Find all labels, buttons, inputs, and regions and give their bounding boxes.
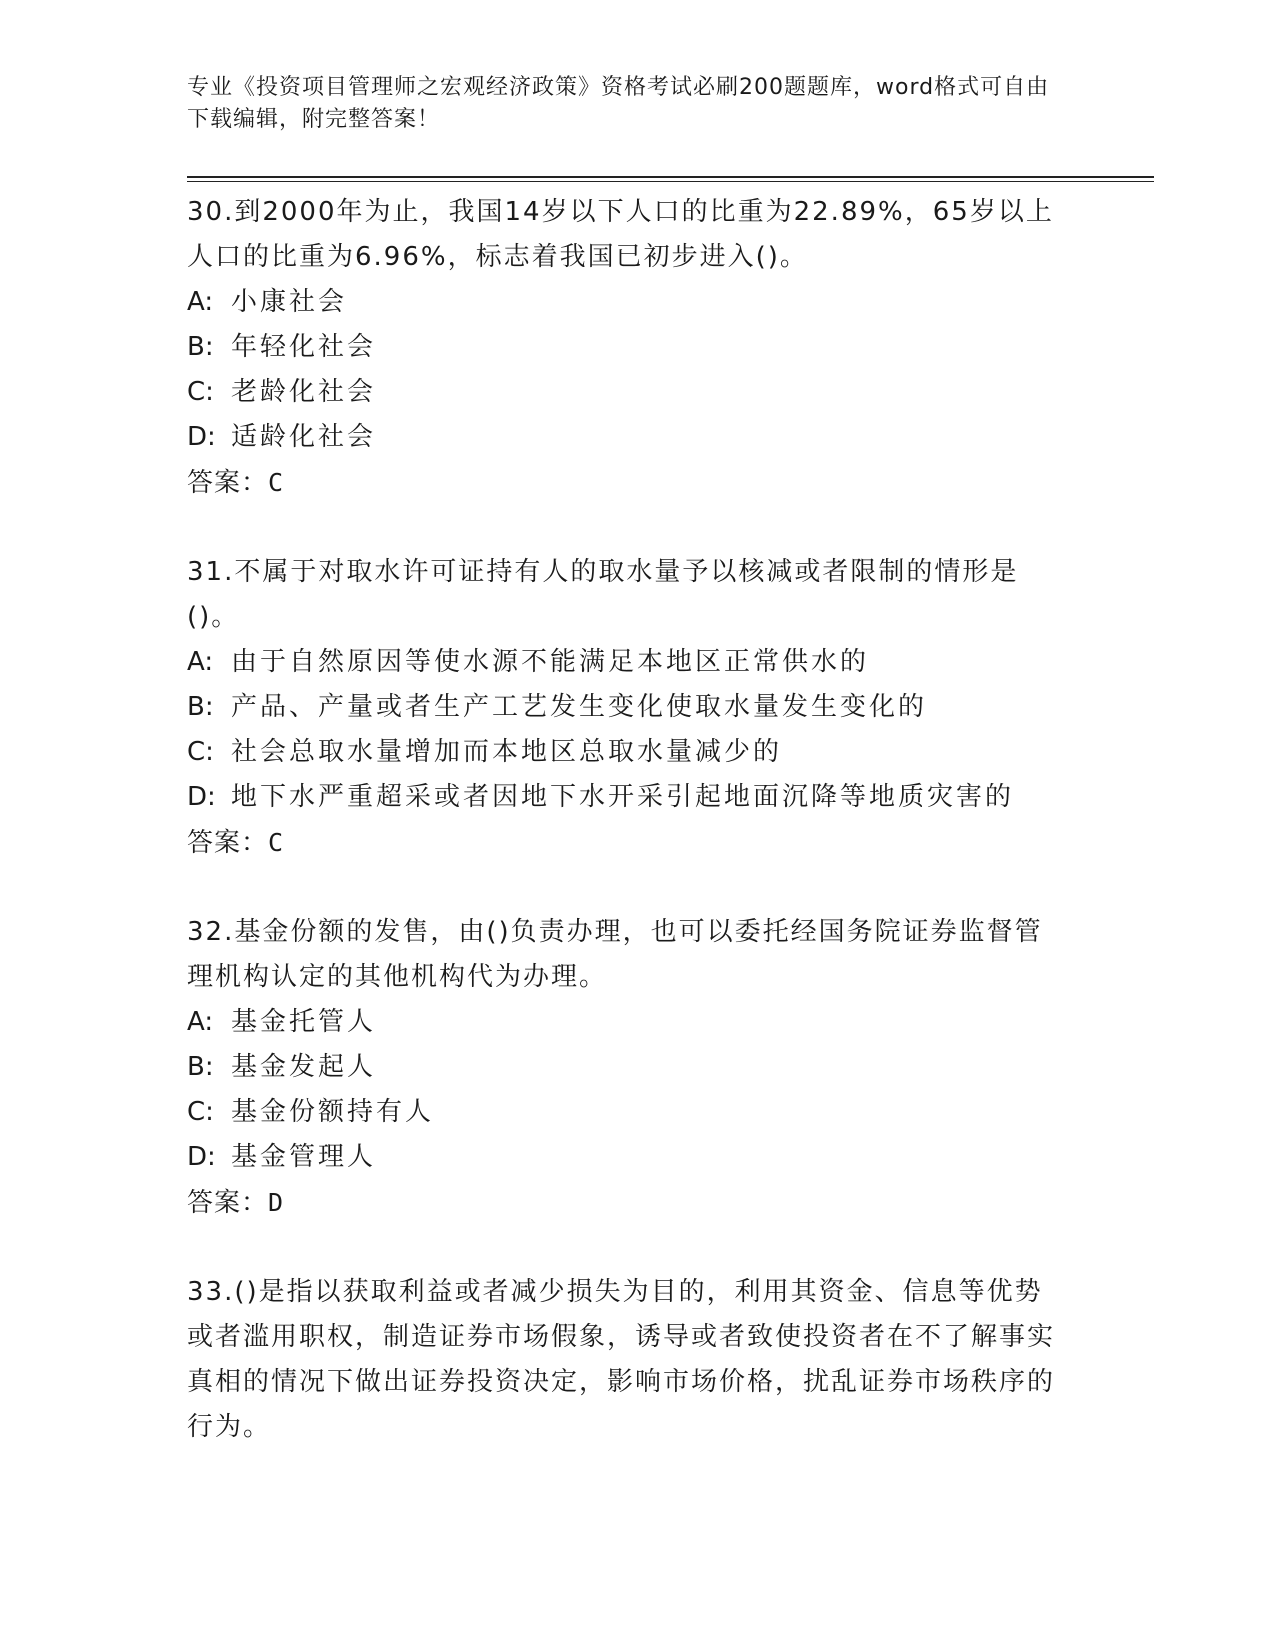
option-c: [187, 370, 1067, 415]
option-key: B:: [187, 332, 214, 362]
option-a: [187, 1000, 1067, 1045]
option-key: D:: [187, 422, 216, 452]
option-text: 产品、产量或者生产工艺发生变化使取水量发生变化的: [231, 692, 928, 722]
answer-line: [187, 820, 1067, 866]
option-d: [187, 415, 1067, 460]
option-text: 小康社会: [231, 287, 348, 317]
question-31: [187, 550, 1067, 866]
question-stem: 31.不属于对取水许可证持有人的取水量予以核减或者限制的情形是()。: [187, 557, 1019, 632]
option-key: A:: [187, 1007, 214, 1037]
header-divider-thick: [187, 176, 1154, 178]
option-b: [187, 685, 1067, 730]
option-text: 基金份额持有人: [231, 1097, 435, 1127]
option-text: 老龄化社会: [231, 377, 377, 407]
option-text: 地下水严重超采或者因地下水开采引起地面沉降等地质灾害的: [231, 782, 1015, 812]
question-33: [187, 1270, 1067, 1450]
option-text: 年轻化社会: [231, 332, 377, 362]
option-key: C:: [187, 377, 214, 407]
option-text: 社会总取水量增加而本地区总取水量减少的: [231, 737, 783, 767]
option-text: 基金管理人: [231, 1142, 377, 1172]
question-list: [187, 190, 1067, 1494]
option-key: B:: [187, 1052, 214, 1082]
option-text: 由于自然原因等使水源不能满足本地区正常供水的: [231, 647, 870, 677]
answer-value: C: [268, 468, 285, 497]
option-c: [187, 1090, 1067, 1135]
option-d: [187, 1135, 1067, 1180]
option-b: [187, 325, 1067, 370]
option-d: [187, 775, 1067, 820]
answer-label: 答案：: [187, 1188, 269, 1218]
question-stem: 32.基金份额的发售，由()负责办理，也可以委托经国务院证券监督管理机构认定的其他机构代为办理。: [187, 917, 1043, 992]
option-b: [187, 1045, 1067, 1090]
answer-line: [187, 1180, 1067, 1226]
option-a: [187, 640, 1067, 685]
option-text: 基金发起人: [231, 1052, 377, 1082]
option-key: A:: [187, 287, 214, 317]
option-key: B:: [187, 692, 214, 722]
answer-label: 答案：: [187, 468, 269, 498]
question-stem: 30.到2000年为止，我国14岁以下人口的比重为22.89%，65岁以上人口的比重为6.96%，标志着我国已初步进入()。: [187, 197, 1054, 272]
question-32: [187, 910, 1067, 1226]
answer-label: 答案：: [187, 828, 269, 858]
header-divider-thin: [187, 181, 1154, 182]
answer-value: C: [268, 828, 285, 857]
question-30: [187, 190, 1067, 506]
option-text: 适龄化社会: [231, 422, 377, 452]
answer-line: [187, 460, 1067, 506]
option-key: C:: [187, 1097, 214, 1127]
option-c: [187, 730, 1067, 775]
question-stem: 33.()是指以获取利益或者减少损失为目的，利用其资金、信息等优势或者滥用职权，制造证券市场假象，诱导或者致使投资者在不了解事实真相的情况下做出证券投资决定，影响市场价格，扰乱证券市场秩序的行为。: [187, 1277, 1056, 1442]
answer-value: D: [268, 1188, 285, 1217]
option-key: D:: [187, 782, 216, 812]
document-header: 专业《投资项目管理师之宏观经济政策》资格考试必刷200题题库，word格式可自由下载编辑，附完整答案！: [187, 75, 1050, 132]
option-key: A:: [187, 647, 214, 677]
option-key: C:: [187, 737, 214, 767]
option-key: D:: [187, 1142, 216, 1172]
option-a: [187, 280, 1067, 325]
option-text: 基金托管人: [231, 1007, 377, 1037]
